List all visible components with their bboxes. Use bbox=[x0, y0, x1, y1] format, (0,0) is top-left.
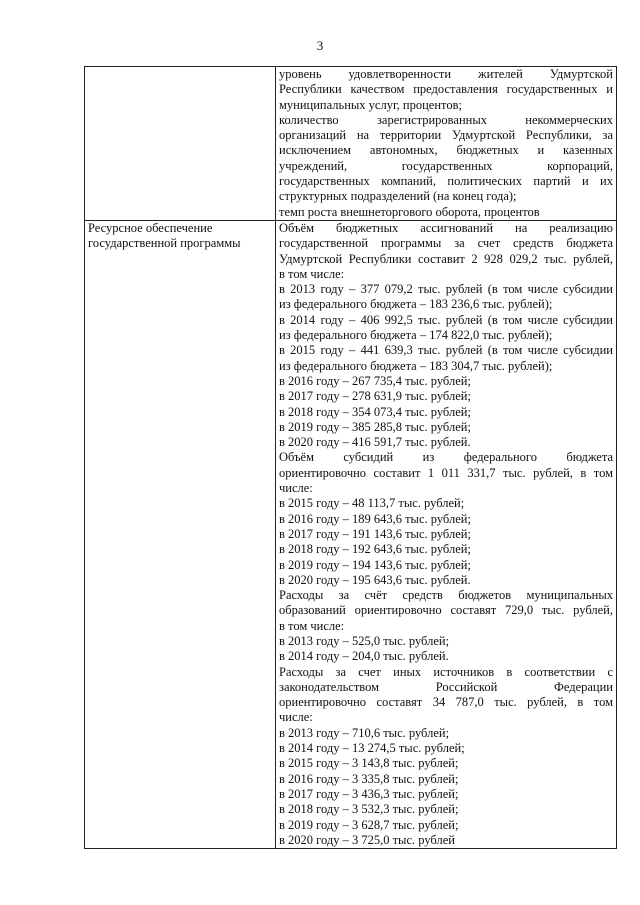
text-line: темп роста внешнеторгового оборота, процентов bbox=[279, 204, 540, 219]
text-line: в 2017 году – 3 436,3 тыс. рублей; bbox=[279, 786, 459, 801]
row1-indicators-cell bbox=[276, 67, 617, 221]
text-line: в 2016 году – 189 643,6 тыс. рублей; bbox=[279, 511, 471, 526]
text-line: уровень удовлетворенности жителей Удмуртской bbox=[279, 67, 613, 81]
text-line: в 2013 году – 525,0 тыс. рублей; bbox=[279, 633, 450, 648]
text-line: в 2018 году – 354 073,4 тыс. рублей; bbox=[279, 404, 471, 419]
text-line: из федерального бюджета – 183 236,6 тыс. рублей); bbox=[279, 297, 553, 312]
text-line: в 2017 году – 191 143,6 тыс. рублей; bbox=[279, 526, 471, 541]
text-line: в 2014 году – 13 274,5 тыс. рублей; bbox=[279, 741, 465, 756]
label-line: государственной программы bbox=[88, 236, 241, 251]
text-line: в 2018 году – 192 643,6 тыс. рублей; bbox=[279, 542, 471, 557]
table-row bbox=[85, 67, 617, 221]
passport-table bbox=[84, 66, 617, 849]
text-line: в том числе: bbox=[279, 266, 345, 281]
text-line: в 2019 году – 194 143,6 тыс. рублей; bbox=[279, 557, 471, 572]
text-line: Расходы за счёт средств бюджетов муниципальных bbox=[279, 588, 613, 603]
text-line: организаций на территории Удмуртской Республики, за bbox=[279, 128, 613, 143]
text-line: в 2013 году – 377 079,2 тыс. рублей (в том числе субсидии bbox=[279, 282, 613, 297]
text-line: в 2016 году – 3 335,8 тыс. рублей; bbox=[279, 771, 459, 786]
resource-provision-content-cell bbox=[276, 220, 617, 848]
label-line: Ресурсное обеспечение bbox=[88, 220, 213, 235]
text-line: структурных подразделений (на конец года); bbox=[279, 189, 517, 204]
text-line: количество зарегистрированных некоммерческих bbox=[279, 112, 613, 127]
text-line: из федерального бюджета – 174 822,0 тыс. рублей); bbox=[279, 328, 553, 343]
text-line: в 2020 году – 195 643,6 тыс. рублей. bbox=[279, 572, 471, 587]
row1-left-cell bbox=[85, 67, 276, 221]
text-line: государственных компаний, политических партий и их bbox=[279, 174, 613, 189]
text-line: ориентировочно составит 1 011 331,7 тыс. рублей, в том bbox=[279, 465, 613, 480]
text-line: в 2019 году – 385 285,8 тыс. рублей; bbox=[279, 419, 471, 434]
text-line: муниципальных услуг, процентов; bbox=[279, 97, 462, 112]
text-line: в 2017 году – 278 631,9 тыс. рублей; bbox=[279, 389, 471, 404]
text-line: Расходы за счет иных источников в соответствии с bbox=[279, 664, 613, 679]
text-line: в том числе: bbox=[279, 618, 345, 633]
table-row bbox=[85, 220, 617, 848]
text-line: Удмуртской Республики составит 2 928 029,2 тыс. рублей, bbox=[279, 251, 613, 266]
text-line: образований ориентировочно составят 729,0 тыс. рублей, bbox=[279, 603, 613, 618]
text-line: в 2013 году – 710,6 тыс. рублей; bbox=[279, 725, 450, 740]
text-line: в 2015 году – 48 113,7 тыс. рублей; bbox=[279, 496, 465, 511]
text-line: в 2015 году – 3 143,8 тыс. рублей; bbox=[279, 756, 459, 771]
text-line: Объём бюджетных ассигнований на реализацию bbox=[279, 220, 613, 235]
text-line: в 2014 году – 204,0 тыс. рублей. bbox=[279, 649, 449, 664]
text-line: в 2018 году – 3 532,3 тыс. рублей; bbox=[279, 802, 459, 817]
text-line: в 2016 году – 267 735,4 тыс. рублей; bbox=[279, 373, 471, 388]
text-line: Республики качеством предоставления государственных и bbox=[279, 82, 613, 97]
text-line: Объём субсидий из федерального бюджета bbox=[279, 450, 613, 465]
text-line: законодательством Российской Федерации bbox=[279, 679, 613, 694]
text-line: числе: bbox=[279, 481, 313, 496]
text-line: учреждений, государственных корпораций, bbox=[279, 158, 613, 173]
text-line: ориентировочно составят 34 787,0 тыс. рублей, в том bbox=[279, 695, 613, 710]
text-line: в 2019 году – 3 628,7 тыс. рублей; bbox=[279, 817, 459, 832]
text-line: в 2014 году – 406 992,5 тыс. рублей (в том числе субсидии bbox=[279, 312, 613, 327]
page-number: 3 bbox=[316, 38, 324, 53]
resource-provision-label-cell bbox=[85, 220, 276, 848]
text-line: государственной программы за счет средств бюджета bbox=[279, 236, 613, 251]
text-line: числе: bbox=[279, 710, 313, 725]
text-line: в 2015 году – 441 639,3 тыс. рублей (в том числе субсидии bbox=[279, 343, 613, 358]
text-line: в 2020 году – 416 591,7 тыс. рублей. bbox=[279, 435, 471, 450]
text-line: в 2020 году – 3 725,0 тыс. рублей bbox=[279, 832, 455, 847]
text-line: исключением автономных, бюджетных и казенных bbox=[279, 143, 613, 158]
text-line: из федерального бюджета – 183 304,7 тыс. рублей); bbox=[279, 358, 553, 373]
